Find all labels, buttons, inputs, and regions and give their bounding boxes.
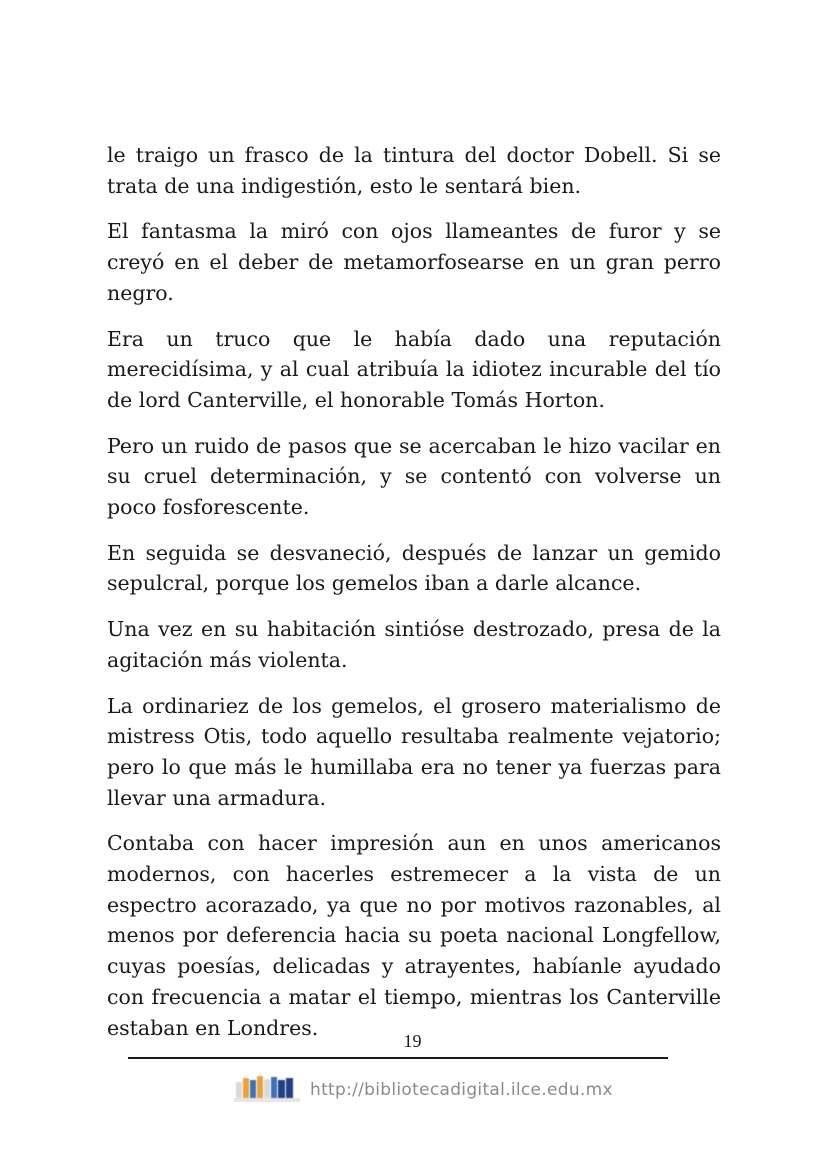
- paragraph-3: Era un truco que le había dado una reputación merecidísima, y al cual atribuía la idiotez incurable del tío de lord Canterville, el honorable Tomás Horton.: [107, 326, 721, 412]
- paragraph-4: Pero un ruido de pasos que se acercaban le hizo vacilar en su cruel determinación, y se contentó con volverse un poco fosforescente.: [107, 433, 721, 520]
- paragraph-6: Una vez en su habitación sintióse destrozado, presa de la agitación más violenta.: [107, 617, 721, 672]
- page-footer: [0, 1030, 828, 1100]
- footer-divider: [128, 1057, 668, 1059]
- paragraph-2: El fantasma la miró con ojos llameantes de furor y se creyó en el deber de metamorfosearse en un gran perro negro.: [107, 219, 721, 305]
- paragraph-5: En seguida se desvaneció, después de lanzar un gemido sepulcral, porque los gemelos iban a darle alcance.: [107, 540, 721, 596]
- paragraph-7: La ordinariez de los gemelos, el grosero materialismo de mistress Otis, todo aquello resultaba realmente vejatorio; pero lo que más le humillaba era no tener ya fuerzas para llevar una armadura.: [107, 693, 721, 810]
- books-icon: [234, 1074, 300, 1102]
- site-url-link[interactable]: http://bibliotecadigital.ilce.edu.mx: [310, 1080, 613, 1100]
- paragraph-1: le traigo un frasco de la tintura del doctor Dobell. Si se trata de una indigestión, esto le sentará bien.: [107, 143, 721, 198]
- paragraph-8: Contaba con hacer impresión aun en unos americanos modernos, con hacerles estremecer a la vista de un espectro acorazado, ya que no por motivos razonables, al menos por deferencia hacia su poeta nacional Longfellow, cuyas poesías, delicadas y atrayentes, habíanle ayudado con frecuencia a matar el tiempo, mientras los Canterville estaban en Londres.: [107, 831, 721, 1040]
- page-number: 19: [403, 1031, 422, 1051]
- page-body: [107, 140, 721, 1058]
- footer-link-row[interactable]: [234, 1070, 613, 1102]
